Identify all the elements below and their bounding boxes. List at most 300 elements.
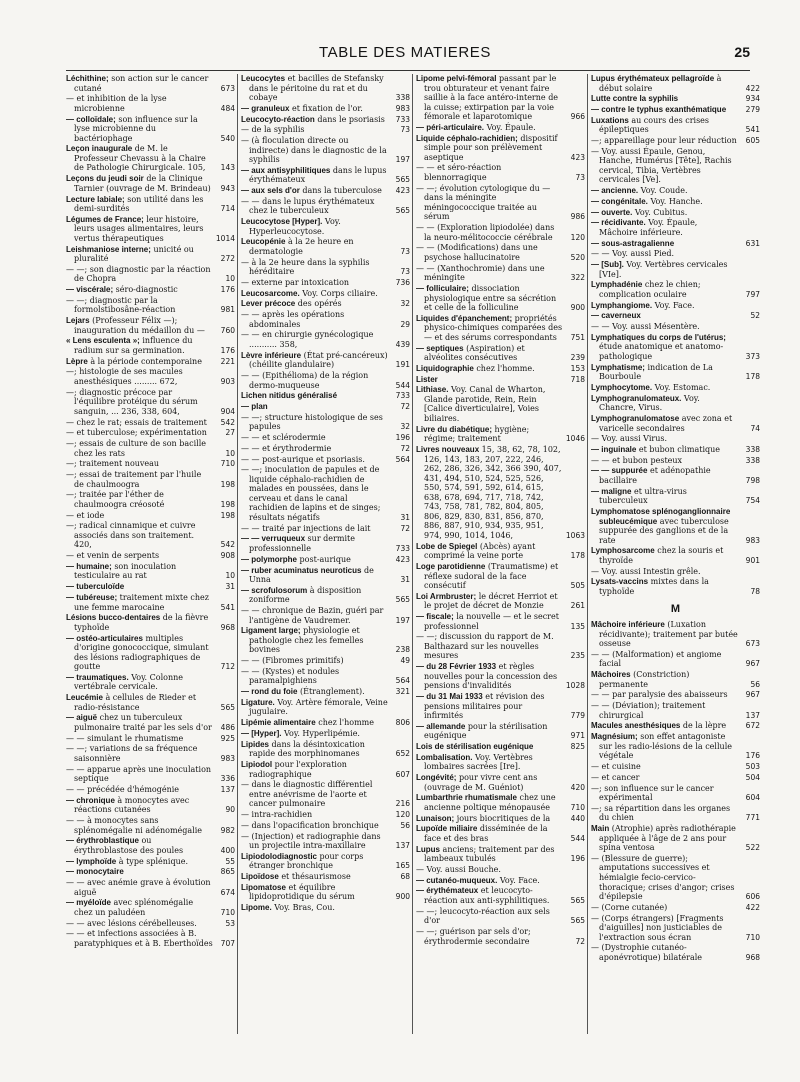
entry-page-ref: 72 bbox=[400, 443, 410, 453]
index-entry bbox=[416, 612, 585, 631]
index-entry bbox=[241, 524, 410, 534]
index-entry bbox=[591, 147, 760, 185]
index-entry bbox=[416, 184, 585, 222]
entry-text: Voy. Hyperlipémie. bbox=[281, 728, 360, 738]
index-entry bbox=[241, 371, 410, 390]
index-entry bbox=[241, 903, 410, 913]
index-entry bbox=[241, 698, 410, 717]
index-entry bbox=[591, 208, 760, 218]
entry-text: de la Clinique Tarnier (ouvrage de M. Brindeau) bbox=[74, 174, 211, 193]
entry-heading: Leucocytes bbox=[241, 74, 286, 83]
index-entry bbox=[591, 434, 760, 444]
index-entry bbox=[591, 239, 760, 249]
entry-text: — — apparue après une inoculation septique bbox=[66, 764, 212, 784]
entry-page-ref: 165 bbox=[395, 861, 410, 871]
entry-heading: — maligne bbox=[591, 486, 632, 496]
entry-text: disséminée de la face et des bras bbox=[424, 824, 548, 843]
index-entry bbox=[241, 289, 410, 299]
index-entry bbox=[591, 186, 760, 196]
entry-page-ref: 120 bbox=[395, 810, 410, 820]
entry-text: Voy. Hanche. bbox=[647, 196, 703, 206]
entry-heading: Lèvre inférieure bbox=[241, 350, 302, 360]
entry-text: au cours des crises épileptiques bbox=[599, 115, 710, 135]
entry-text: — — (Déviation); traitement chirurgical bbox=[591, 701, 706, 720]
index-entry bbox=[591, 701, 760, 720]
entry-heading: — scrofulosorum bbox=[241, 585, 308, 595]
index-entry bbox=[416, 223, 585, 242]
entry-text: — — et bubon pesteux bbox=[591, 455, 683, 465]
entry-heading: Luxations bbox=[591, 115, 629, 125]
entry-page-ref: 73 bbox=[400, 267, 410, 277]
index-entry bbox=[416, 445, 585, 540]
entry-heading: Longévité; bbox=[416, 773, 457, 783]
entry-text: — et tuberculose; expérimentation bbox=[66, 428, 207, 438]
index-entry bbox=[591, 280, 760, 299]
index-entry bbox=[241, 433, 410, 443]
entry-page-ref: 544 bbox=[570, 834, 585, 843]
entry-page-ref: 196 bbox=[570, 854, 585, 864]
entry-heading: Leçons du jeudi soir bbox=[66, 174, 144, 184]
entry-page-ref: 967 bbox=[745, 659, 760, 669]
entry-heading: Lèpre bbox=[66, 356, 88, 366]
entry-heading: — tubéreuse; bbox=[66, 592, 118, 602]
entry-heading: — rond du foie bbox=[241, 687, 298, 697]
index-entry bbox=[241, 444, 410, 454]
entry-text: — — Voy. aussi Mésentère. bbox=[591, 322, 700, 332]
entry-heading: Léchithine; bbox=[66, 74, 109, 83]
entry-heading: Lymphatiques du corps de l'utérus; bbox=[591, 332, 726, 342]
entry-page-ref: 423 bbox=[570, 152, 585, 162]
index-entry bbox=[66, 74, 235, 93]
entry-page-ref: 983 bbox=[745, 535, 760, 545]
entry-page-ref: 198 bbox=[220, 510, 235, 520]
entry-text: à monocytes avec réactions cutanées bbox=[74, 795, 190, 815]
entry-text: à la période contemporaine bbox=[87, 356, 202, 366]
entry-page-ref: 239 bbox=[570, 353, 585, 363]
entry-page-ref: 31 bbox=[225, 582, 235, 592]
entry-heading: Livres nouveaux bbox=[416, 445, 480, 455]
entry-page-ref: 504 bbox=[745, 772, 760, 782]
page-number: 25 bbox=[734, 44, 750, 60]
entry-heading: Mâchoire inférieure bbox=[591, 620, 665, 630]
entry-text: —; appareillage pour leur réduction bbox=[591, 136, 737, 146]
index-entry bbox=[416, 344, 585, 363]
entry-text: pour corps étranger bronchique bbox=[249, 851, 364, 871]
index-entry bbox=[66, 796, 235, 815]
entry-text: Voy. Vertèbres cervicales [VIe]. bbox=[599, 260, 728, 279]
entry-page-ref: 943 bbox=[220, 183, 235, 193]
entry-heading: Lutte contre la syphilis bbox=[591, 94, 679, 104]
entry-heading: Lymphocytome. bbox=[591, 382, 653, 392]
index-entry bbox=[591, 311, 760, 321]
entry-heading: Lipiodol bbox=[241, 759, 273, 769]
index-entry bbox=[241, 217, 410, 236]
entry-text: dans le lupus érythémateux bbox=[249, 165, 387, 185]
index-entry bbox=[241, 186, 410, 196]
entry-page-ref: 607 bbox=[395, 769, 410, 779]
entry-page-ref: 983 bbox=[395, 103, 410, 113]
entry-page-ref: 216 bbox=[395, 799, 410, 809]
entry-text: — —; structure histologique de ses papules bbox=[241, 412, 383, 432]
entry-page-ref: 710 bbox=[570, 802, 585, 812]
index-entry bbox=[66, 388, 235, 417]
index-entry bbox=[241, 780, 410, 809]
entry-heading: Lésions bucco-dentaires bbox=[66, 613, 161, 623]
entry-heading: — polymorphe bbox=[241, 554, 298, 564]
index-entry bbox=[241, 455, 410, 465]
entry-text: à la 2e heure en dermatologie bbox=[249, 237, 354, 256]
entry-heading: Lymphogranulomatose bbox=[591, 413, 680, 423]
index-entry bbox=[66, 490, 235, 509]
entry-text: la nouvelle — et le secret professionnel bbox=[424, 612, 559, 631]
entry-heading: Lumbarthrie rhumatismale bbox=[416, 793, 517, 803]
index-entry bbox=[241, 413, 410, 432]
entry-text: — et cancer bbox=[591, 772, 640, 782]
entry-page-ref: 72 bbox=[575, 936, 585, 946]
entry-page-ref: 982 bbox=[220, 825, 235, 835]
entry-text: — — avec lésions cérébelleuses. bbox=[66, 918, 197, 928]
entry-text: et leucocyto-réaction aux anti-syphilitiques. bbox=[424, 886, 550, 906]
entry-text: — dans l'opacification bronchique bbox=[241, 820, 379, 830]
index-entry bbox=[241, 740, 410, 759]
index-column-4 bbox=[591, 74, 760, 1074]
index-entry bbox=[591, 249, 760, 259]
entry-page-ref: 540 bbox=[220, 133, 235, 143]
entry-page-ref: 604 bbox=[745, 793, 760, 803]
entry-page-ref: 605 bbox=[745, 136, 760, 146]
entry-text: — — précédée d'hémogénie bbox=[66, 785, 180, 795]
index-entry bbox=[416, 364, 585, 374]
index-entry bbox=[241, 656, 410, 666]
index-entry bbox=[241, 687, 410, 697]
entry-text: — de la syphilis bbox=[241, 125, 305, 135]
entry-page-ref: 10 bbox=[225, 448, 235, 458]
index-entry bbox=[66, 144, 235, 173]
entry-text: — —; diagnostic par la formolstibosâne-réaction bbox=[66, 295, 176, 315]
index-entry bbox=[591, 546, 760, 565]
index-entry bbox=[241, 310, 410, 329]
entry-text: séro-diagnostic bbox=[113, 285, 178, 295]
entry-text: — et cuisine bbox=[591, 762, 641, 772]
index-entry bbox=[591, 670, 760, 689]
entry-heading: Lymphomatose splénoganglionnaire subleucémique bbox=[591, 507, 731, 526]
entry-text: Voy. Cubitus. bbox=[632, 207, 688, 217]
index-entry bbox=[66, 245, 235, 264]
entry-text: — — dans le lupus érythémateux chez le tuberculeux bbox=[241, 196, 375, 216]
entry-page-ref: 606 bbox=[745, 892, 760, 902]
entry-text: Voy. Corps ciliaire. bbox=[299, 288, 378, 298]
entry-page-ref: 520 bbox=[570, 252, 585, 262]
index-entry bbox=[66, 367, 235, 386]
entry-page-ref: 74 bbox=[750, 423, 760, 433]
entry-text: —; diagnostic précoce par l'équilibre protéique du sérum sanguin, ... 236, 338, 604, bbox=[66, 387, 198, 416]
entry-text: (Professeur Félix —); inauguration du médaillon du — bbox=[74, 316, 205, 335]
entry-text: son utilité dans les demi-surdités bbox=[74, 194, 204, 214]
index-entry bbox=[241, 125, 410, 135]
entry-page-ref: 967 bbox=[745, 690, 760, 700]
index-entry bbox=[241, 586, 410, 605]
index-entry bbox=[416, 632, 585, 661]
index-entry bbox=[416, 865, 585, 875]
entry-heading: — congénitale. bbox=[591, 196, 648, 206]
index-entry bbox=[591, 943, 760, 962]
entry-page-ref: 542 bbox=[220, 417, 235, 427]
index-entry bbox=[66, 428, 235, 438]
entry-page-ref: 198 bbox=[220, 479, 235, 489]
entry-text: physiologie et pathologie chez les femelles bovines bbox=[249, 626, 364, 655]
entry-text: — —; discussion du rapport de M. Balthazard sur les nouvelles mesures bbox=[416, 632, 554, 661]
entry-heading: — [Sub]. bbox=[591, 260, 624, 270]
page-title: TABLE DES MATIERES bbox=[319, 44, 491, 61]
index-entry bbox=[241, 74, 410, 103]
entry-heading: — ostéo-articulaires bbox=[66, 633, 143, 643]
entry-text: anciens; traitement par des lambeaux tubulés bbox=[424, 844, 555, 864]
index-entry bbox=[416, 662, 585, 691]
index-entry bbox=[241, 330, 410, 349]
entry-heading: Lipomatose bbox=[241, 882, 286, 892]
entry-page-ref: 338 bbox=[745, 445, 760, 454]
entry-page-ref: 1046 bbox=[565, 434, 585, 444]
entry-page-ref: 31 bbox=[400, 575, 410, 585]
entry-page-ref: 565 bbox=[395, 175, 410, 185]
entry-page-ref: 176 bbox=[220, 346, 235, 356]
index-entry bbox=[416, 425, 585, 444]
index-entry bbox=[591, 445, 760, 455]
entry-text: et adénopathie bacillaire bbox=[599, 466, 711, 486]
entry-heading: Lithiase. bbox=[416, 385, 449, 395]
entry-text: dans le psoriasis bbox=[314, 114, 385, 124]
entry-text: 15, 38, 62, 78, 102, 126, 143, 183, 207, 222, 246, 262, 286, 326, 342, 366 390, 407, 431, 494, 510, 524, 525, 526, 550, 574, 591, 592, 614, 615, 638, 678, 694, 717, 718, 742, 743, 758, 781, 782, 804, 805, 806, 829, 830, 831, 856, 870, 886, 887, 910, 934, 935, 951, 974, 990, 1014, 1046, bbox=[424, 445, 562, 540]
index-entry bbox=[241, 197, 410, 216]
entry-page-ref: 903 bbox=[220, 377, 235, 387]
entry-page-ref: 797 bbox=[745, 289, 760, 299]
index-entry bbox=[591, 762, 760, 772]
entry-text: — —; guérison par sels d'or; érythrodermie secondaire bbox=[416, 927, 531, 946]
index-entry bbox=[416, 793, 585, 812]
entry-page-ref: 542 bbox=[220, 540, 235, 550]
entry-text: Voy. Épaule, Mâchoire inférieure. bbox=[599, 218, 698, 237]
entry-heading: Lymphatisme; bbox=[591, 362, 645, 372]
entry-text: — Voy. aussi Épaule, Genou, Hanche, Humérus [Tête], Rachis cervical, Tibia, Vertèbres cervicales [Ve]. bbox=[591, 146, 732, 185]
entry-page-ref: 31 bbox=[400, 513, 410, 523]
index-entry bbox=[591, 914, 760, 943]
entry-text: — — après les opérations abdominales bbox=[241, 310, 345, 329]
entry-page-ref: 710 bbox=[745, 932, 760, 942]
entry-text: — — et séro-réaction blennorragique bbox=[416, 163, 502, 183]
entry-text: étude anatomique et anatomo-pathologique bbox=[599, 342, 724, 361]
entry-text: — — (Kystes) et nodules paramalpighiens bbox=[241, 666, 340, 686]
entry-page-ref: 135 bbox=[570, 621, 585, 631]
entry-heading: — inguinale bbox=[591, 445, 637, 454]
entry-page-ref: 901 bbox=[745, 555, 760, 565]
entry-page-ref: 178 bbox=[745, 372, 760, 382]
entry-heading: — du 28 Février 1933 bbox=[416, 662, 497, 672]
entry-heading: Lipémie alimentaire bbox=[241, 718, 316, 728]
entry-heading: — granuleux bbox=[241, 103, 290, 113]
index-entry bbox=[66, 316, 235, 335]
index-entry bbox=[241, 566, 410, 585]
entry-text: — et iode bbox=[66, 510, 105, 520]
entry-heading: Lever précoce bbox=[241, 299, 296, 309]
entry-text: — à la 2e heure dans la syphilis héréditaire bbox=[241, 257, 370, 277]
entry-text: — — à monocytes sans splénomégalie ni adénomégalie bbox=[66, 816, 203, 835]
index-entry bbox=[66, 836, 235, 855]
entry-page-ref: 55 bbox=[225, 856, 235, 866]
entry-text: — —; son diagnostic par la réaction de Chopra bbox=[66, 264, 211, 284]
entry-page-ref: 779 bbox=[570, 711, 585, 721]
entry-page-ref: 261 bbox=[570, 601, 585, 611]
entry-heading: Leucocyto-réaction bbox=[241, 114, 315, 124]
index-entry bbox=[241, 852, 410, 871]
index-entry bbox=[241, 606, 410, 625]
entry-page-ref: 153 bbox=[570, 363, 585, 373]
entry-heading: Leucocytose [Hyper]. bbox=[241, 217, 323, 227]
index-entry bbox=[66, 439, 235, 458]
entry-text: son inoculation testiculaire au rat bbox=[74, 561, 177, 581]
index-entry bbox=[66, 816, 235, 835]
entry-page-ref: 440 bbox=[570, 813, 585, 823]
entry-heading: — du 31 Mai 1933 bbox=[416, 692, 483, 702]
entry-page-ref: 631 bbox=[745, 238, 760, 248]
entry-page-ref: 707 bbox=[220, 938, 235, 948]
entry-page-ref: 986 bbox=[570, 212, 585, 222]
entry-text: —; traitement nouveau bbox=[66, 459, 160, 469]
entry-heading: — ouverte. bbox=[591, 207, 633, 217]
entry-text: ou érythroblastose des poules bbox=[74, 836, 184, 855]
index-entry bbox=[241, 534, 410, 553]
index-entry bbox=[591, 773, 760, 783]
entry-text: —; son influence sur le cancer expérimental bbox=[591, 783, 714, 803]
entry-text: Voy. Estomac. bbox=[652, 382, 711, 392]
entry-text: — Voy. aussi Bouche. bbox=[416, 865, 501, 875]
entry-page-ref: 565 bbox=[395, 595, 410, 605]
index-entry bbox=[241, 278, 410, 288]
index-entry bbox=[416, 542, 585, 561]
entry-text: (Atrophie) après radiothérapie appliquée à l'âge de 2 ans pour spina ventosa bbox=[599, 824, 736, 853]
index-entry bbox=[591, 721, 760, 731]
entry-text: sur dermite professionnelle bbox=[249, 534, 355, 554]
entry-page-ref: 120 bbox=[570, 232, 585, 242]
entry-page-ref: 712 bbox=[220, 662, 235, 672]
entry-text: — — par paralysie des abaisseurs bbox=[591, 690, 728, 700]
entry-text: chez l'homme. bbox=[473, 363, 535, 373]
entry-page-ref: 673 bbox=[220, 83, 235, 93]
entry-page-ref: 934 bbox=[745, 94, 760, 104]
entry-text: Voy. Chancre, Virus. bbox=[599, 393, 700, 413]
entry-page-ref: 806 bbox=[395, 718, 410, 728]
entry-text: — — (Exploration lipiodolée) dans la neuro-mélitococcie cérébrale bbox=[416, 223, 555, 242]
entry-page-ref: 56 bbox=[400, 820, 410, 830]
entry-text: — — chronique de Bazin, guéri par l'antigène de Vaudremer. bbox=[241, 606, 384, 625]
entry-text: — — Voy. aussi Pied. bbox=[591, 249, 675, 259]
index-entry bbox=[416, 773, 585, 792]
entry-text: mixtes dans la typhoïde bbox=[599, 577, 709, 596]
entry-page-ref: 49 bbox=[400, 656, 410, 666]
entry-page-ref: 279 bbox=[745, 105, 760, 115]
entry-page-ref: 971 bbox=[570, 731, 585, 741]
entry-heading: Lunaison; bbox=[416, 813, 455, 823]
entry-heading: Leçon inaugurale bbox=[66, 144, 133, 154]
index-entry bbox=[241, 465, 410, 522]
entry-heading: — cutanéo-muqueux. bbox=[416, 875, 498, 885]
index-entry bbox=[66, 713, 235, 732]
index-entry bbox=[66, 693, 235, 712]
entry-text: — — (Fibromes primitifs) bbox=[241, 656, 344, 666]
entry-text: — — avec anémie grave à évolution aiguë bbox=[66, 878, 211, 897]
entry-text: (Abcès) ayant comprimé la veine porte bbox=[424, 541, 536, 561]
index-entry bbox=[66, 459, 235, 469]
entry-page-ref: 27 bbox=[225, 428, 235, 438]
entry-heading: Lymphosarcome bbox=[591, 546, 655, 556]
entry-heading: Lymphadénie bbox=[591, 280, 643, 290]
index-entry bbox=[66, 857, 235, 867]
entry-text: — — post-aurique et psoriasis. bbox=[241, 454, 365, 464]
entry-heading: Lysats-vaccins bbox=[591, 577, 649, 587]
entry-page-ref: 900 bbox=[570, 303, 585, 313]
index-entry bbox=[416, 264, 585, 283]
index-entry bbox=[66, 470, 235, 489]
entry-heading: Lipome. bbox=[241, 903, 272, 913]
entry-text: —; sa répartition dans les organes du chien bbox=[591, 803, 731, 823]
index-entry bbox=[66, 929, 235, 948]
entry-heading: Liquides d'épanchement; bbox=[416, 313, 513, 323]
entry-page-ref: 32 bbox=[400, 299, 410, 309]
entry-text: pour l'exploration radiographique bbox=[249, 759, 347, 779]
entry-heading: — septiques bbox=[416, 343, 464, 353]
entry-text: — et venin de serpents bbox=[66, 551, 160, 561]
entry-page-ref: 336 bbox=[220, 774, 235, 784]
entry-heading: Lipides bbox=[241, 739, 270, 749]
index-entry bbox=[591, 854, 760, 902]
index-entry bbox=[241, 729, 410, 739]
index-entry bbox=[241, 883, 410, 902]
index-entry bbox=[591, 105, 760, 115]
entry-heading: Lombalisation. bbox=[416, 752, 473, 762]
entry-text: (Traumatisme) et réflexe sudoral de la face consécutif bbox=[424, 561, 559, 591]
entry-text: dans la désintoxication rapide des morphinomanes bbox=[249, 739, 365, 759]
entry-heading: Lois de stérilisation eugénique bbox=[416, 742, 534, 752]
entry-heading: Main bbox=[591, 824, 610, 834]
index-entry bbox=[66, 634, 235, 672]
entry-page-ref: 90 bbox=[225, 805, 235, 815]
index-entry bbox=[591, 363, 760, 382]
entry-page-ref: 197 bbox=[395, 155, 410, 165]
index-entry bbox=[416, 814, 585, 824]
entry-page-ref: 966 bbox=[570, 112, 585, 122]
index-entry bbox=[66, 418, 235, 428]
entry-page-ref: 439 bbox=[395, 340, 410, 350]
entry-heading: — lymphoïde bbox=[66, 856, 117, 866]
entry-text: —; essai de traitement par l'huile de chaulmoogra bbox=[66, 470, 202, 489]
entry-text: — (à floculation directe ou indirecte) dans le diagnostic de la syphilis bbox=[241, 136, 387, 165]
entry-text: hygiène; régime; traitement bbox=[424, 424, 530, 444]
entry-text: à début solaire bbox=[599, 74, 722, 93]
entry-heading: — caverneux bbox=[591, 311, 641, 321]
entry-heading: — ancienne. bbox=[591, 186, 639, 196]
entry-heading: — péri-articulaire. bbox=[416, 122, 485, 132]
entry-heading: — myéloïde bbox=[66, 898, 111, 908]
entry-heading: — chronique bbox=[66, 795, 115, 805]
entry-heading: — sous-astragalienne bbox=[591, 238, 675, 248]
entry-text: Voy. Bras, Cou. bbox=[271, 903, 335, 913]
entry-page-ref: 176 bbox=[745, 751, 760, 761]
entry-text: à cellules de Rieder et radio-résistance bbox=[74, 693, 197, 712]
entry-page-ref: 484 bbox=[220, 103, 235, 113]
index-entry bbox=[241, 810, 410, 820]
entry-heading: Leucémie bbox=[66, 693, 103, 703]
index-entry bbox=[591, 383, 760, 393]
entry-text: pour vivre cent ans (ouvrage de M. Guéniot) bbox=[424, 773, 538, 792]
